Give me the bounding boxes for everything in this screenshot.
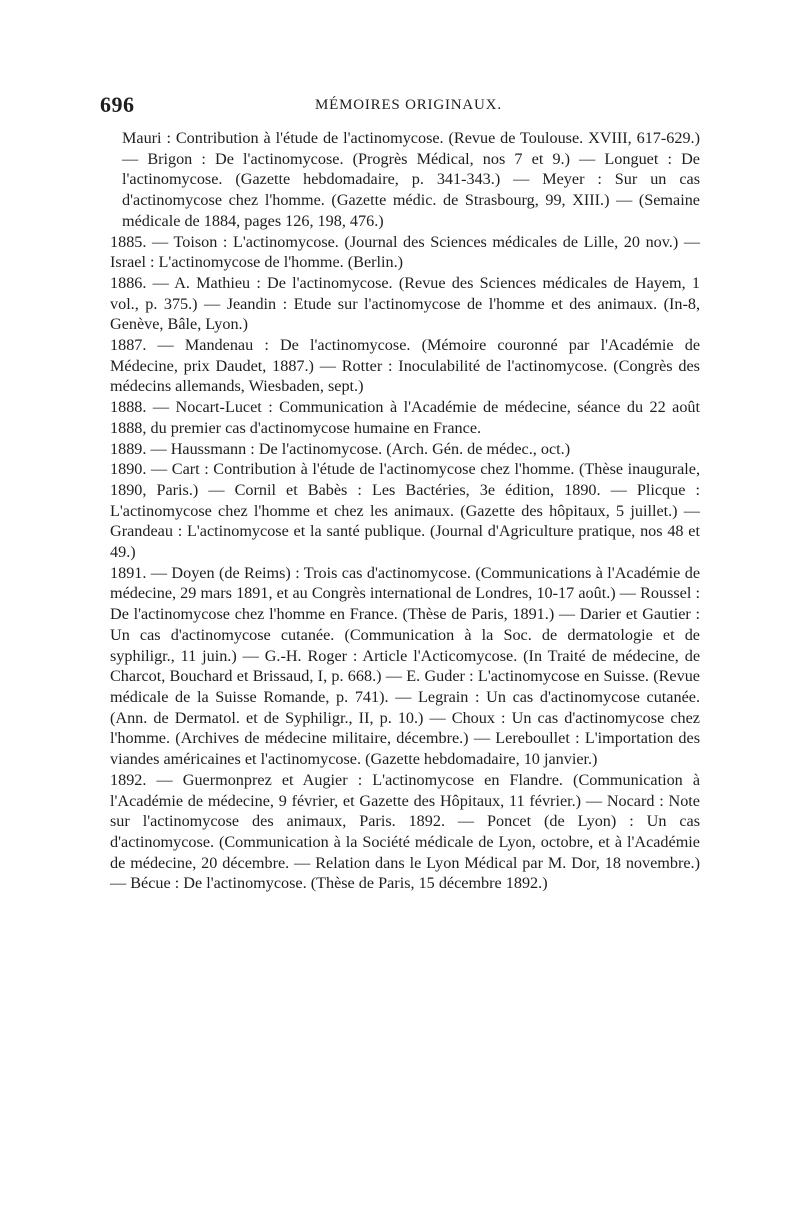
entry-year: 1887. — xyxy=(110,336,174,355)
bibliography-entry-1888 xyxy=(110,397,700,438)
entry-year: 1892. — xyxy=(110,770,173,789)
entry-year: 1886. — xyxy=(110,273,169,292)
bibliography-entry-1891 xyxy=(110,563,700,770)
entry-year: 1885. — xyxy=(110,232,169,251)
page-number: 696 xyxy=(100,92,135,117)
bibliography-entry-1885 xyxy=(110,232,700,273)
bibliography-entry-1889 xyxy=(110,439,700,460)
running-head: MÉMOIRES ORIGINAUX. xyxy=(315,97,502,113)
bibliography-entry-1890 xyxy=(110,459,700,563)
entry-year: 1888. — xyxy=(110,398,170,417)
bibliography-entry-1886 xyxy=(110,273,700,335)
bibliography-entry-1892 xyxy=(110,770,700,894)
entry-text: A. Mathieu : De l'actinomycose. (Revue des Sciences médicales de Hayem, 1 vol., p. 375.) — Jeandin : Etude sur l'actinomycose de l'homme et des animaux. (In-8, Genève, Bâle, Lyon.) xyxy=(110,273,701,334)
entry-text: Toison : L'actinomycose. (Journal des Sciences médicales de Lille, 20 nov.) — Israel : L'actinomycose de l'homme. (Berlin.) xyxy=(110,232,701,272)
bibliography-entry-1887 xyxy=(110,335,700,397)
entry-text: Mandenau : De l'actinomycose. (Mémoire couronné par l'Académie de Médecine, prix Daudet, 1887.) — Rotter : Inoculabilité de l'actinomycose. (Congrès des médecins allemands, Wiesbaden, sept.) xyxy=(110,336,701,396)
entry-text: Guermonprez et Augier : L'actinomycose en Flandre. (Communication à l'Académie de médecine, 9 février, et Gazette des Hôpitaux, 11 février.) — Nocard : Note sur l'actinomycose des animaux, Paris. 1892. — Poncet (de Lyon) : Un cas d'actinomycose. (Communication à la Société médicale de Lyon, octobre, et à l'Académie de médecine, 20 décembre. — Relation dans le Lyon Médical par M. Dor, 18 novembre.) — Bécue : De l'actinomycose. (Thèse de Paris, 15 décembre 1892.) xyxy=(110,770,701,893)
entry-year: 1891. — xyxy=(110,563,168,582)
bibliography-text xyxy=(110,128,700,894)
entry-year: 1890. — xyxy=(110,460,168,479)
entry-text: Haussmann : De l'actinomycose. (Arch. Gén. de médec., oct.) xyxy=(170,439,571,458)
entry-text: Nocart-Lucet : Communication à l'Académie de médecine, séance du 22 août 1888, du premier cas d'actinomycose humaine en France. xyxy=(110,398,700,437)
entry-text: Doyen (de Reims) : Trois cas d'actinomycose. (Communications à l'Académie de médecine, 29 mars 1891, et au Congrès international de Londres, 10-17 août.) — Roussel : De l'actinomycose chez l'homme en France. (Thèse de Paris, 1891.) — Darier et Gautier : Un cas d'actinomycose cutanée. (Communication à la Soc. de dermatologie et de syphiligr., 11 juin.) — G.-H. Roger : Article l'Acticomycose. (In Traité de médecine, de Charcot, Bouchard et Brissaud, I, p. 668.) — E. Guder : L'actinomycose en Suisse. (Revue médicale de la Suisse Romande, p. 741). — Legrain : Un cas d'actinomycose cutanée. (Ann. de Dermatol. et de Syphiligr., II, p. 10.) — Choux : Un cas d'actinomycose chez l'homme. (Archives de médecine militaire, décembre.) — Lereboullet : L'importation des viandes américaines et l'actinomycose. (Gazette hebdomadaire, 10 janvier.) xyxy=(110,563,701,769)
bibliography-entry-continued xyxy=(110,128,700,232)
entry-year: 1889. — xyxy=(110,439,167,458)
entry-text: Cart : Contribution à l'étude de l'actinomycose chez l'homme. (Thèse inaugurale, 1890, Paris.) — Cornil et Babès : Les Bactéries, 3e édition, 1890. — Plicque : L'actinomycose chez l'homme et chez les animaux. (Gazette des hôpitaux, 5 juillet.) — Grandeau : L'actinomycose et la santé publique. (Journal d'Agriculture pratique, nos 48 et 49.) xyxy=(110,460,701,562)
entry-text: Mauri : Contribution à l'étude de l'actinomycose. (Revue de Toulouse. XVIII, 617-629.) — Brigon : De l'actinomycose. (Progrès Médical, nos 7 et 9.) — Longuet : De l'actinomycose. (Gazette hebdomadaire, p. 341-343.) — Meyer : Sur un cas d'actinomycose chez l'homme. (Gazette médic. de Strasbourg, 99, XIII.) — (Semaine médicale de 1884, pages 126, 198, 476.) xyxy=(122,129,700,230)
page-header xyxy=(100,92,700,120)
